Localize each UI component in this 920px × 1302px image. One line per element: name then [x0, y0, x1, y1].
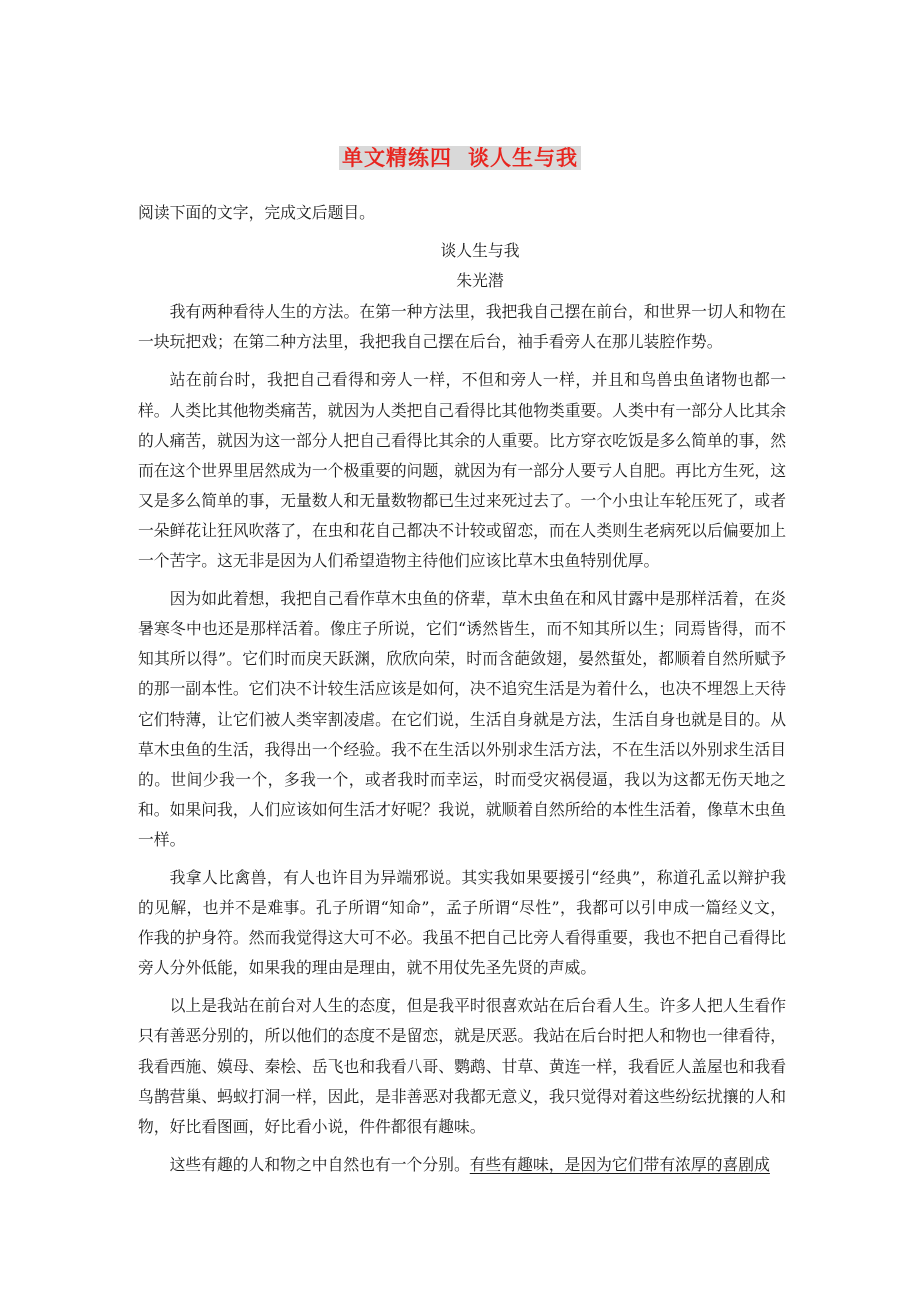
paragraph: 我有两种看待人生的方法。在第一种方法里，我把我自己摆在前台，和世界一切人和物在一块玩把戏；在第二种方法里，我把我自己摆在后台，袖手看旁人在那儿装腔作势。 [138, 302, 786, 352]
title-main: 单文精练四 [342, 146, 452, 170]
article-title: 谈人生与我 [440, 241, 520, 261]
paragraph: 我拿人比禽兽，有人也许目为异端邪说。其实我如果要援引“经典”，称道孔孟以辩护我的见解，也并不是难事。孔子所谓“知命”，孟子所谓“尽性”，我都可以引申成一篇经义文，作我的护身符。然而我觉得这大可不必。我虽不把自己比旁人看得重要，我也不把自己看得比旁人分外低能，如果我的理由是理由，就不用仗先圣先贤的声威。 [138, 867, 786, 978]
paragraph-last [138, 1150, 786, 1180]
paragraph: 以上是我站在前台对人生的态度，但是我平时很喜欢站在后台看人生。许多人把人生看作只有善恶分别的，所以他们的态度不是留恋，就是厌恶。我站在后台时把人和物也一律看待，我看西施、嫫母、秦桧、岳飞也和我看八哥、鹦鹉、甘草、黄连一样，我看匠人盖屋也和我看鸟鹊营巢、蚂蚁打洞一样，因此，是非善恶对我都无意义，我只觉得对着这些纷纭扰攘的人和物，好比看图画，好比看小说，件件都很有趣味。 [138, 996, 786, 1136]
title-sub: 谈人生与我 [468, 146, 578, 170]
title-highlight [339, 146, 581, 170]
article-author: 朱光潜 [456, 271, 504, 291]
document-body [138, 198, 786, 1180]
page-title [0, 143, 920, 173]
instruction-text: 阅读下面的文字，完成文后题目。 [138, 203, 375, 222]
underlined-sentence: 有些有趣味，是因为它们带有浓厚的喜剧成 [469, 1154, 770, 1174]
paragraph-last-plain: 这些有趣的人和物之中自然也有一个分别。 [169, 1154, 470, 1174]
paragraph: 站在前台时，我把自己看得和旁人一样，不但和旁人一样，并且和鸟兽虫鱼诸物也都一样。人类比其他物类痛苦，就因为人类把自己看得比其他物类重要。人类中有一部分人比其余的人痛苦，就因为这一部分人把自己看得比其余的人重要。比方穿衣吃饭是多么简单的事，然而在这个世界里居然成为一个极重要的问题，就因为有一部分人要亏人自肥。再比方生死，这又是多么简单的事，无量数人和无量数物都已生过来死过去了。一个小虫让车轮压死了，或者一朵鲜花让狂风吹落了，在虫和花自己都决不计较或留恋，而在人类则生老病死以后偏要加上一个苦字。这无非是因为人们希望造物主待他们应该比草木虫鱼特别优厚。 [138, 370, 786, 571]
paragraph: 因为如此着想，我把自己看作草木虫鱼的侪辈，草木虫鱼在和风甘露中是那样活着，在炎暑寒冬中也还是那样活着。像庄子所说，它们“诱然皆生，而不知其所以生；同焉皆得，而不知其所以得”。它们时而戾天跃渊，欣欣向荣，时而含葩敛翅，晏然蜇处，都顺着自然所赋予的那一副本性。它们决不计较生活应该是如何，决不追究生活是为着什么，也决不埋怨上天待它们特薄，让它们被人类宰割凌虐。在它们说，生活自身就是方法，生活自身也就是目的。从草木虫鱼的生活，我得出一个经验。我不在生活以外别求生活方法，不在生活以外别求生活目的。世间少我一个，多我一个，或者我时而幸运，时而受灾祸侵逼，我以为这都无伤天地之和。如果问我，人们应该如何生活才好呢？我说，就顺着自然所给的本性生活着，像草木虫鱼一样。 [138, 589, 786, 849]
